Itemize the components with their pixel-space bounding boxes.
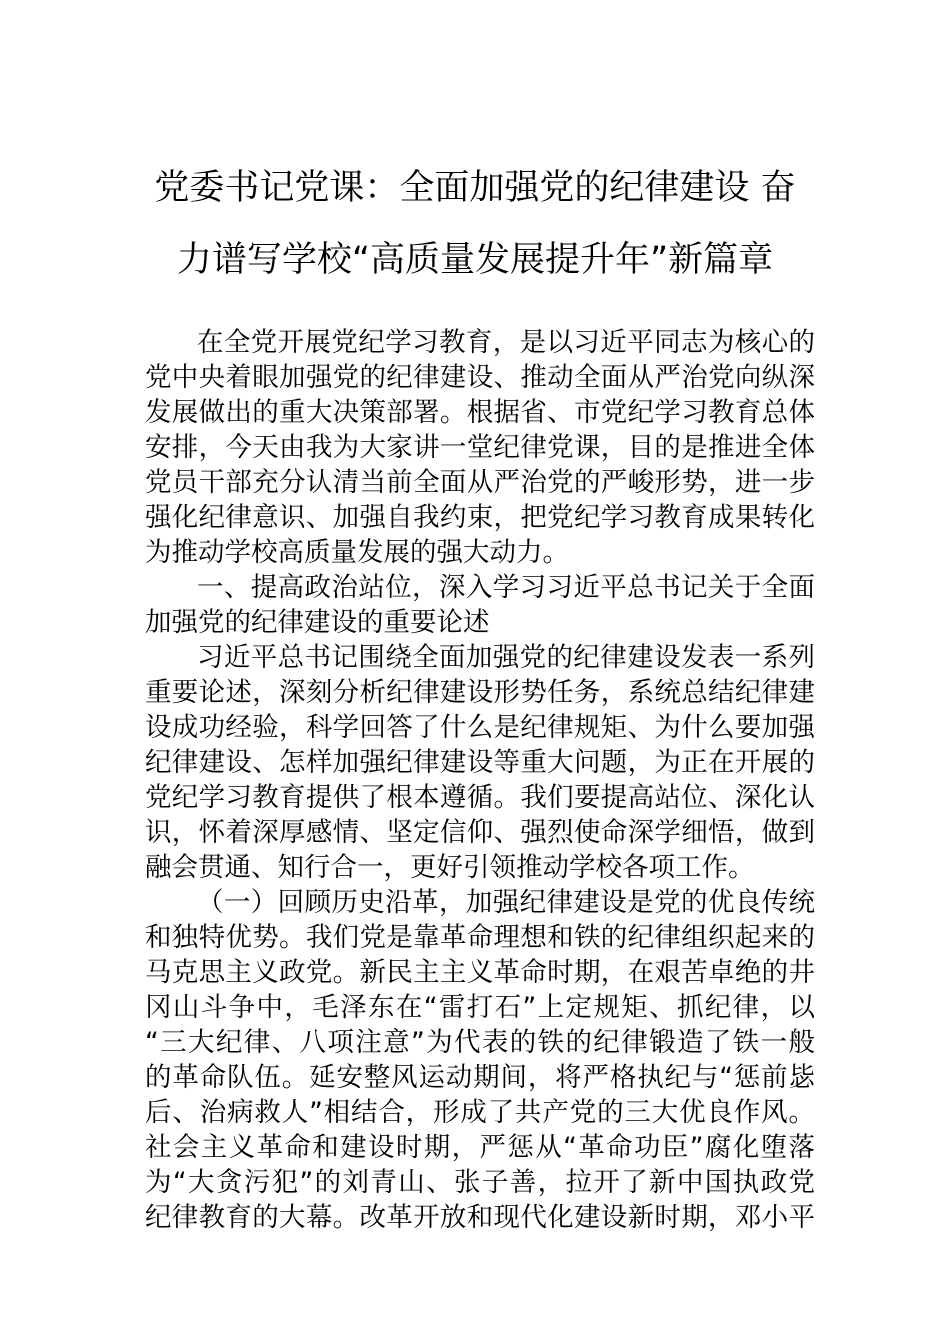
body-line: 党纪学习教育提供了根本遵循。我们要提高站位、深化认 bbox=[145, 782, 815, 813]
body-line: 识，怀着深厚感情、坚定信仰、强烈使命深学细悟，做到 bbox=[145, 817, 815, 848]
body-line: 纪律建设、怎样加强纪律建设等重大问题，为正在开展的 bbox=[145, 747, 815, 778]
body-line: 重要论述，深刻分析纪律建设形势任务，系统总结纪律建 bbox=[145, 677, 815, 708]
body-line: 为推动学校高质量发展的强大动力。 bbox=[145, 537, 569, 568]
body-line: 发展做出的重大决策部署。根据省、市党纪学习教育总体 bbox=[145, 397, 815, 428]
body-line: 为“大贪污犯”的刘青山、张子善，拉开了新中国执政党 bbox=[145, 1167, 815, 1198]
body-line: 和独特优势。我们党是靠革命理想和铁的纪律组织起来的 bbox=[145, 922, 815, 953]
body-line: 融会贯通、知行合一，更好引领推动学校各项工作。 bbox=[145, 852, 755, 883]
body-line: 冈山斗争中，毛泽东在“雷打石”上定规矩、抓纪律，以 bbox=[145, 992, 815, 1023]
body-line: 的革命队伍。延安整风运动期间，将严格执纪与“惩前毖 bbox=[145, 1062, 815, 1093]
body-line: （一）回顾历史沿革，加强纪律建设是党的优良传统 bbox=[197, 887, 815, 918]
body-line: 习近平总书记围绕全面加强党的纪律建设发表一系列 bbox=[197, 642, 815, 673]
body-line: 安排，今天由我为大家讲一堂纪律党课，目的是推进全体 bbox=[145, 432, 815, 463]
body-line: 马克思主义政党。新民主主义革命时期，在艰苦卓绝的井 bbox=[145, 957, 815, 988]
body-line: 党中央着眼加强党的纪律建设、推动全面从严治党向纵深 bbox=[145, 362, 815, 393]
document-title-line-2: 力谱写学校“高质量发展提升年”新篇章 bbox=[176, 240, 774, 280]
body-line: 党员干部充分认清当前全面从严治党的严峻形势，进一步 bbox=[145, 467, 815, 498]
section-heading-line: 加强党的纪律建设的重要论述 bbox=[145, 607, 490, 638]
body-line: 设成功经验，科学回答了什么是纪律规矩、为什么要加强 bbox=[145, 712, 815, 743]
body-line: 后、治病救人”相结合，形成了共产党的三大优良作风。 bbox=[145, 1097, 815, 1128]
body-line: 在全党开展党纪学习教育，是以习近平同志为核心的 bbox=[197, 327, 815, 358]
body-line: “三大纪律、八项注意”为代表的铁的纪律锻造了铁一般 bbox=[145, 1027, 815, 1058]
body-line: 纪律教育的大幕。改革开放和现代化建设新时期，邓小平 bbox=[145, 1202, 815, 1233]
body-line: 强化纪律意识、加强自我约束，把党纪学习教育成果转化 bbox=[145, 502, 815, 533]
document-title-line-1: 党委书记党课：全面加强党的纪律建设 奋 bbox=[154, 168, 796, 208]
body-line: 社会主义革命和建设时期，严惩从“革命功臣”腐化堕落 bbox=[145, 1132, 815, 1163]
section-heading-line: 一、提高政治站位，深入学习习近平总书记关于全面 bbox=[197, 572, 815, 603]
